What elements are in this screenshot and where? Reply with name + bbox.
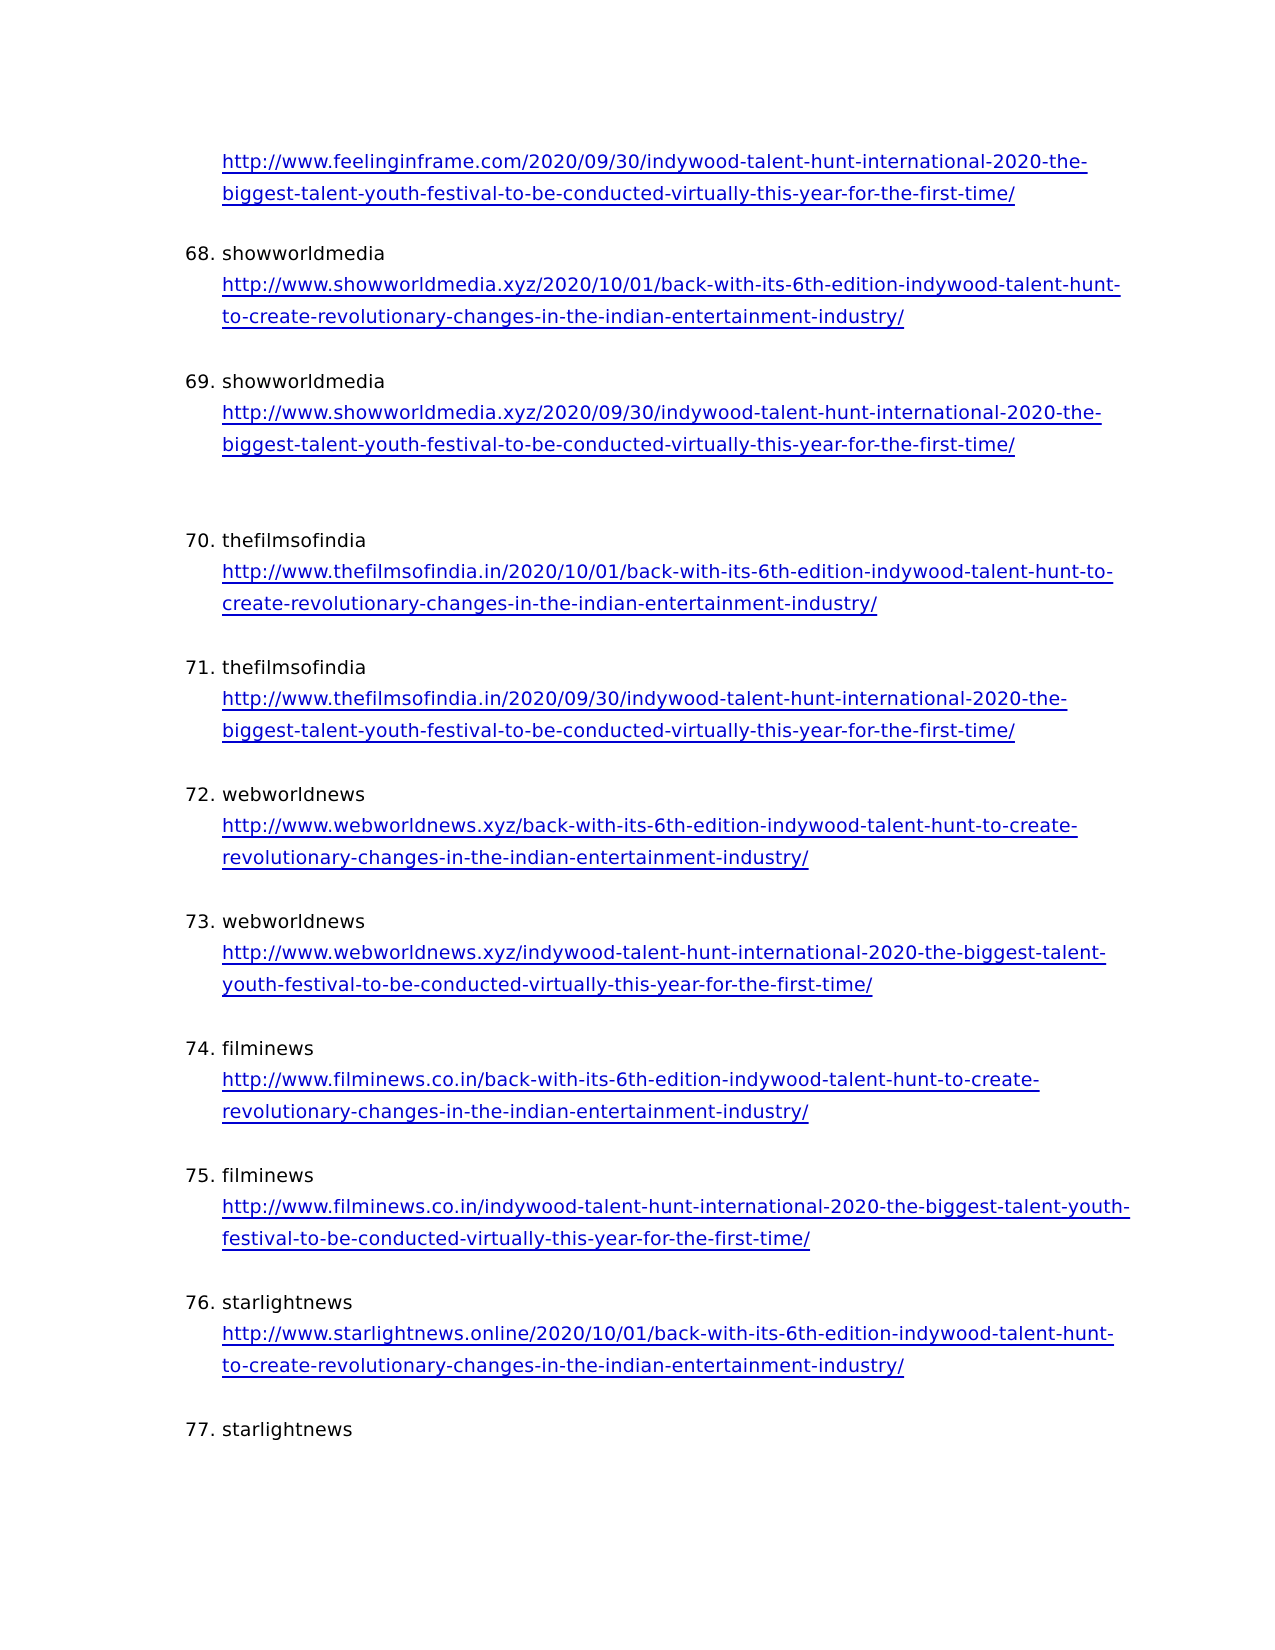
link-line: create-revolutionary-changes-in-the-indian-entertainment-industry/ xyxy=(222,593,878,615)
link-line: http://www.filminews.co.in/indywood-talent-hunt-international-2020-the-biggest-talent-youth- xyxy=(222,1196,1131,1218)
link-line: http://www.thefilmsofindia.in/2020/10/01/back-with-its-6th-edition-indywood-talent-hunt-to- xyxy=(222,561,1114,583)
site-name: showworldmedia xyxy=(222,371,386,393)
site-name: webworldnews xyxy=(222,784,366,806)
link-line: http://www.showworldmedia.xyz/2020/10/01/back-with-its-6th-edition-indywood-talent-hunt- xyxy=(222,274,1121,296)
site-name: starlightnews xyxy=(222,1419,353,1441)
link-line: revolutionary-changes-in-the-indian-entertainment-industry/ xyxy=(222,1101,809,1123)
list-number: 73. xyxy=(185,911,216,933)
list-number: 75. xyxy=(185,1165,216,1187)
link-line: biggest-talent-youth-festival-to-be-conducted-virtually-this-year-for-the-first-time/ xyxy=(222,434,1015,456)
article-link[interactable] xyxy=(222,1318,1122,1382)
list-number: 76. xyxy=(185,1292,216,1314)
link-line: revolutionary-changes-in-the-indian-entertainment-industry/ xyxy=(222,847,809,869)
site-name: filminews xyxy=(222,1165,315,1187)
link-line: biggest-talent-youth-festival-to-be-conducted-virtually-this-year-for-the-first-time/ xyxy=(222,183,1015,205)
link-line: to-create-revolutionary-changes-in-the-indian-entertainment-industry/ xyxy=(222,1355,905,1377)
site-name: thefilmsofindia xyxy=(222,657,367,679)
list-number: 68. xyxy=(185,243,216,265)
site-name: starlightnews xyxy=(222,1292,353,1314)
link-line: http://www.starlightnews.online/2020/10/01/back-with-its-6th-edition-indywood-talent-hunt- xyxy=(222,1323,1115,1345)
link-line: festival-to-be-conducted-virtually-this-year-for-the-first-time/ xyxy=(222,1228,811,1250)
site-name: filminews xyxy=(222,1038,315,1060)
link-line: to-create-revolutionary-changes-in-the-indian-entertainment-industry/ xyxy=(222,306,905,328)
continuation-link[interactable] xyxy=(222,146,1122,210)
link-line: http://www.webworldnews.xyz/back-with-its-6th-edition-indywood-talent-hunt-to-create- xyxy=(222,815,1078,837)
article-link[interactable] xyxy=(222,397,1122,461)
article-link[interactable] xyxy=(222,1191,1131,1255)
link-line: http://www.filminews.co.in/back-with-its-6th-edition-indywood-talent-hunt-to-create- xyxy=(222,1069,1040,1091)
article-link[interactable] xyxy=(222,937,1122,1001)
article-link[interactable] xyxy=(222,683,1122,747)
article-link[interactable] xyxy=(222,810,1122,874)
link-line: http://www.thefilmsofindia.in/2020/09/30/indywood-talent-hunt-international-2020-the- xyxy=(222,688,1068,710)
link-line: http://www.showworldmedia.xyz/2020/09/30/indywood-talent-hunt-international-2020-the- xyxy=(222,402,1102,424)
list-number: 71. xyxy=(185,657,216,679)
list-number: 69. xyxy=(185,371,216,393)
article-link[interactable] xyxy=(222,1064,1122,1128)
link-line: biggest-talent-youth-festival-to-be-conducted-virtually-this-year-for-the-first-time/ xyxy=(222,720,1015,742)
site-name: showworldmedia xyxy=(222,243,386,265)
list-number: 70. xyxy=(185,530,216,552)
site-name: webworldnews xyxy=(222,911,366,933)
list-number: 77. xyxy=(185,1419,216,1441)
link-line: http://www.feelinginframe.com/2020/09/30/indywood-talent-hunt-international-2020-the- xyxy=(222,151,1088,173)
link-line: http://www.webworldnews.xyz/indywood-talent-hunt-international-2020-the-biggest-talent- xyxy=(222,942,1107,964)
article-link[interactable] xyxy=(222,556,1122,620)
site-name: thefilmsofindia xyxy=(222,530,367,552)
article-link[interactable] xyxy=(222,269,1122,333)
link-line: youth-festival-to-be-conducted-virtually-this-year-for-the-first-time/ xyxy=(222,974,873,996)
list-number: 74. xyxy=(185,1038,216,1060)
list-number: 72. xyxy=(185,784,216,806)
